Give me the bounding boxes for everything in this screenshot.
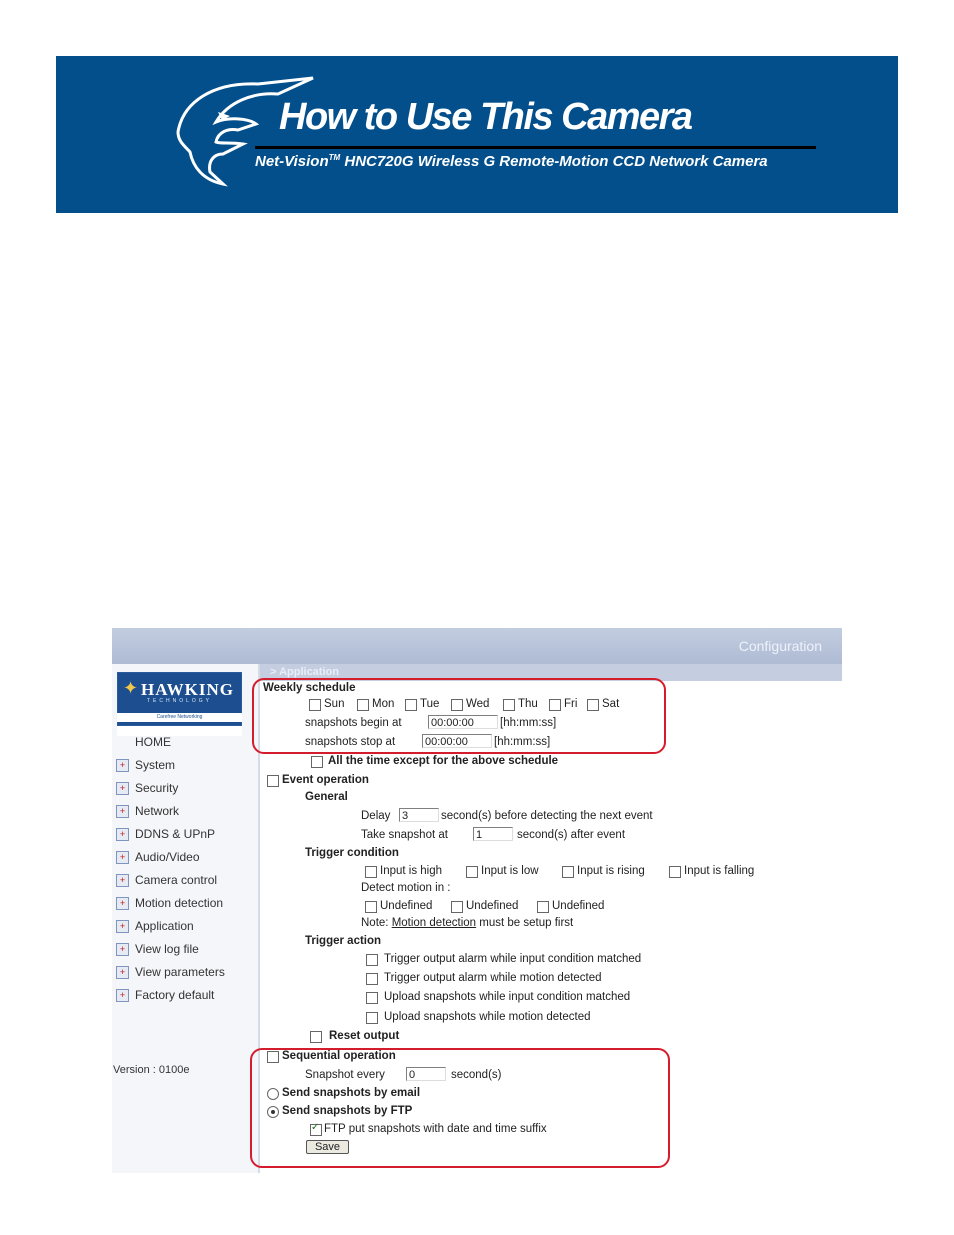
input-high-label: Input is high	[380, 865, 443, 877]
input-falling-label: Input is falling	[684, 865, 755, 877]
action-alarm-input-label: Trigger output alarm while input condition matched	[384, 953, 642, 965]
delay-label: Delay	[361, 810, 391, 822]
input-rising-label: Input is rising	[577, 865, 645, 877]
stop-time-input[interactable]: 00:00:00	[422, 734, 492, 748]
day-label-sat: Sat	[602, 698, 620, 710]
snapshot-every-suffix: second(s)	[451, 1069, 502, 1081]
action-upload-input-label: Upload snapshots while input condition matched	[384, 991, 631, 1003]
highlight-sequential-operation	[250, 1048, 670, 1168]
action-upload-motion-label: Upload snapshots while motion detected	[384, 1011, 591, 1023]
snapshot-every-input[interactable]: 0	[406, 1067, 446, 1081]
action-alarm-input-checkbox[interactable]	[366, 954, 378, 966]
trigger-condition-heading: Trigger condition	[305, 847, 399, 859]
action-upload-input-checkbox[interactable]	[366, 992, 378, 1004]
banner-title: How to Use This Camera	[279, 96, 692, 138]
day-label-thu: Thu	[518, 698, 538, 710]
header-title: Configuration	[738, 638, 822, 654]
input-falling-checkbox[interactable]	[669, 866, 681, 878]
snapshot-every-label: Snapshot every	[305, 1069, 385, 1081]
take-snapshot-input[interactable]: 1	[473, 827, 513, 841]
nav-camera-control[interactable]: + Camera control	[116, 873, 217, 889]
delay-suffix: second(s) before detecting the next event	[441, 810, 653, 822]
motion-window-2-checkbox[interactable]	[451, 901, 463, 913]
reset-output-checkbox[interactable]	[310, 1031, 322, 1043]
nav-view-log-file[interactable]: + View log file	[116, 942, 199, 958]
day-label-sun: Sun	[324, 698, 345, 710]
save-button[interactable]: Save	[306, 1140, 349, 1154]
sidebar	[112, 664, 258, 1173]
expand-icon: +	[116, 759, 129, 772]
trigger-action-heading: Trigger action	[305, 935, 382, 947]
stop-format-label: [hh:mm:ss]	[494, 736, 551, 748]
expand-icon: +	[116, 966, 129, 979]
begin-time-input[interactable]: 00:00:00	[428, 715, 498, 729]
reset-output-label: Reset output	[329, 1030, 400, 1042]
take-snapshot-label: Take snapshot at	[361, 829, 448, 841]
banner	[56, 56, 898, 213]
input-low-label: Input is low	[481, 865, 539, 877]
nav-audio-video[interactable]: + Audio/Video	[116, 850, 200, 866]
expand-icon: +	[116, 897, 129, 910]
send-email-label: Send snapshots by email	[282, 1087, 421, 1099]
banner-subtitle: Net-Vision™ HNC720G Wireless G Remote-Motion CCD Network Camera	[255, 153, 768, 170]
hawk-icon: ✦	[123, 678, 139, 698]
version-label: Version : 0100e	[113, 1064, 190, 1076]
day-label-tue: Tue	[420, 698, 440, 710]
expand-icon: +	[116, 828, 129, 841]
action-alarm-motion-checkbox[interactable]	[366, 973, 378, 985]
all-time-except-checkbox[interactable]	[311, 756, 323, 768]
weekly-schedule-heading: Weekly schedule	[263, 682, 356, 694]
begin-label: snapshots begin at	[305, 717, 402, 729]
expand-icon: +	[116, 989, 129, 1002]
banner-divider	[255, 146, 816, 149]
header-bar	[112, 628, 842, 664]
motion-window-1-checkbox[interactable]	[365, 901, 377, 913]
expand-icon: +	[116, 851, 129, 864]
expand-icon: +	[116, 943, 129, 956]
breadcrumb: > Application	[270, 666, 339, 678]
motion-window-3-label: Undefined	[552, 900, 605, 912]
camera-config-screenshot	[112, 628, 842, 1173]
detect-motion-label: Detect motion in :	[361, 882, 451, 894]
begin-format-label: [hh:mm:ss]	[500, 717, 557, 729]
hawking-logo: ✦ HAWKING TECHNOLOGY Carefree Networking	[117, 672, 242, 736]
delay-input[interactable]: 3	[399, 808, 439, 822]
motion-note: Note: Motion detection must be setup first	[361, 917, 574, 929]
input-rising-checkbox[interactable]	[562, 866, 574, 878]
ftp-suffix-label: FTP put snapshots with date and time suffix	[324, 1123, 547, 1135]
motion-detection-link[interactable]: Motion detection	[391, 917, 477, 929]
day-label-mon: Mon	[372, 698, 395, 710]
event-operation-checkbox[interactable]	[267, 775, 279, 787]
nav-motion-detection[interactable]: + Motion detection	[116, 896, 223, 912]
nav-home[interactable]: HOME	[135, 735, 171, 749]
nav-view-parameters[interactable]: + View parameters	[116, 965, 225, 981]
expand-icon: +	[116, 874, 129, 887]
day-label-wed: Wed	[466, 698, 490, 710]
send-ftp-label: Send snapshots by FTP	[282, 1105, 413, 1117]
input-low-checkbox[interactable]	[466, 866, 478, 878]
nav-network[interactable]: + Network	[116, 804, 179, 820]
motion-window-2-label: Undefined	[466, 900, 519, 912]
nav-application[interactable]: + Application	[116, 919, 194, 935]
expand-icon: +	[116, 782, 129, 795]
highlight-weekly-schedule	[252, 678, 666, 754]
stop-label: snapshots stop at	[305, 736, 396, 748]
take-snapshot-suffix: second(s) after event	[517, 829, 626, 841]
nav-system[interactable]: + System	[116, 758, 175, 774]
day-label-fri: Fri	[564, 698, 578, 710]
motion-window-3-checkbox[interactable]	[537, 901, 549, 913]
nav-factory-default[interactable]: + Factory default	[116, 988, 214, 1004]
nav-security[interactable]: + Security	[116, 781, 178, 797]
action-alarm-motion-label: Trigger output alarm while motion detected	[384, 972, 602, 984]
event-operation-label: Event operation	[282, 774, 369, 786]
motion-window-1-label: Undefined	[380, 900, 433, 912]
sequential-operation-label: Sequential operation	[282, 1050, 396, 1062]
all-time-except-label: All the time except for the above schedule	[328, 755, 559, 767]
general-heading: General	[305, 791, 348, 803]
action-upload-motion-checkbox[interactable]	[366, 1012, 378, 1024]
input-high-checkbox[interactable]	[365, 866, 377, 878]
expand-icon: +	[116, 805, 129, 818]
nav-ddns-upnp[interactable]: + DDNS & UPnP	[116, 827, 215, 843]
expand-icon: +	[116, 920, 129, 933]
